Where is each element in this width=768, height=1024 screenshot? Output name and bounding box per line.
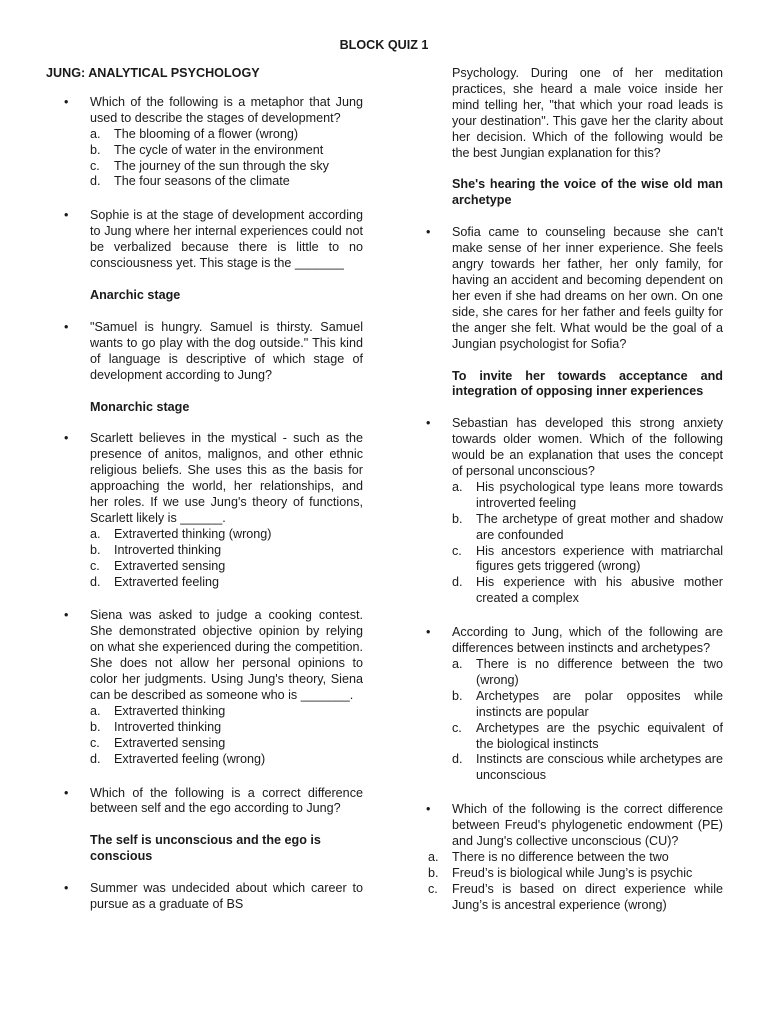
options-list [90,704,363,768]
question-11 [422,802,723,850]
question-text: Siena was asked to judge a cooking contest. She demonstrated objective opinion by relying on what she experienced during the competition. She does not allow her personal opinions to color her judgments. Using Jung's theory, Siena can be described as someone who is _______. [90,608,363,702]
option: b. Introverted thinking [90,542,222,557]
option: b. The cycle of water in the environment [90,142,324,157]
bullet-icon: • [426,625,431,640]
question-6 [46,786,363,818]
option: b. Archetypes are polar opposites while instincts are popular [452,688,723,719]
answer-6: The self is unconscious and the ego is conscious [90,833,321,864]
option: c. The journey of the sun through the sky [90,158,329,173]
question-9 [422,416,723,607]
question-4 [46,431,363,590]
option: a. There is no difference between the two (wrong) [452,657,723,687]
option: d. His experience with his abusive mother created a complex [452,575,723,606]
options-list [90,127,363,191]
bullet-icon: • [64,208,69,223]
question-text: Sofia came to counseling because she can't make sense of her inner experience. She feels angry towards her father, her only family, for having an accident and becoming dependent on her even if she had dreams on her own. On one side, she cares for her father and feels guilty for the anger she felt. What would be the goal of a Jungian psychologist for Sofia? [452,225,723,351]
option: a. Extraverted thinking [90,703,226,718]
question-7-continued [422,66,723,161]
option: b. The archetype of great mother and shadow are confounded [452,511,723,542]
question-text: "Samuel is hungry. Samuel is thirsty. Samuel wants to go play with the dog outside." This kind of language is descriptive of which stage of development according to Jung? [90,319,363,382]
option: a. Extraverted thinking (wrong) [90,526,272,541]
answer-3: Monarchic stage [90,399,190,414]
question-5 [46,608,363,767]
answer-2: Anarchic stage [90,287,181,302]
bullet-icon: • [64,608,69,623]
question-text: Scarlett believes in the mystical - such as the presence of anitos, malignos, and other ethnic religious beliefs. She uses this as the basis for approaching the world, her relationships, and her roles. If we use Jung's theory of functions, Scarlett likely is ______. [90,431,363,525]
question-text: According to Jung, which of the following are differences between instincts and archetypes? [452,625,723,656]
question-text: Sebastian has developed this strong anxiety towards older women. Which of the following would be an explanation that uses the concept of personal unconscious? [452,416,723,479]
right-column [422,66,723,914]
bullet-icon: • [64,319,69,334]
options-list [452,480,723,607]
question-2 [46,208,363,272]
question-10 [422,625,723,784]
question-text: Sophie is at the stage of development according to Jung where her internal experiences could not be verbalized because there is little to no consciousness yet. This stage is the _______ [90,208,363,271]
question-text: Psychology. During one of her meditation practices, she heard a male voice inside her mind telling her, "that which your road leads is your destination". This gave her the clarity about her decision. Which of the following would be the best Jungian explanation for this? [452,66,723,160]
bullet-icon: • [64,94,69,109]
answer-7: She's hearing the voice of the wise old man archetype [452,177,723,208]
option: d. The four seasons of the climate [90,174,290,189]
bullet-icon: • [426,416,431,431]
question-text: Which of the following is the correct difference between Freud's phylogenetic endowment (PE) and Jung's collective unconscious (CU)? [452,802,723,849]
option: a. The blooming of a flower (wrong) [90,126,299,141]
bullet-icon: • [426,225,431,240]
question-8 [422,225,723,352]
question-text: Summer was undecided about which career to pursue as a graduate of BS [90,881,363,912]
left-column [46,66,363,913]
bullet-icon: • [64,785,69,800]
option: d. Extraverted feeling (wrong) [90,751,266,766]
option: c. Freud’s is based on direct experience while Jung’s is ancestral experience (wrong) [428,881,723,912]
option: a. His psychological type leans more towards introverted feeling [452,479,723,510]
option: b. Freud’s is biological while Jung’s is psychic [428,865,693,880]
quiz-title: BLOCK QUIZ 1 [339,38,429,52]
options-list [90,527,363,591]
option: d. Extraverted feeling [90,574,220,589]
bullet-icon: • [64,431,69,446]
answer-8: To invite her towards acceptance and integration of opposing inner experiences [452,368,723,399]
option: a. There is no difference between the two [428,849,669,864]
option: c. Extraverted sensing [90,558,226,573]
option: c. Archetypes are the psychic equivalent of the biological instincts [452,720,723,751]
option: b. Introverted thinking [90,719,222,734]
question-7 [46,881,363,913]
question-1 [46,95,363,190]
options-list [428,850,723,914]
options-list [452,657,723,784]
option: c. Extraverted sensing [90,735,226,750]
option: c. His ancestors experience with matriarchal figures gets triggered (wrong) [452,543,723,574]
option: d. Instincts are conscious while archetypes are unconscious [452,752,723,783]
question-text: Which of the following is a correct difference between self and the ego according to Jung? [90,785,363,816]
question-text: Which of the following is a metaphor that Jung used to describe the stages of development? [90,94,363,125]
bullet-icon: • [64,881,69,896]
section-heading: JUNG: ANALYTICAL PSYCHOLOGY [46,66,260,80]
question-3 [46,320,363,384]
bullet-icon: • [426,802,431,817]
